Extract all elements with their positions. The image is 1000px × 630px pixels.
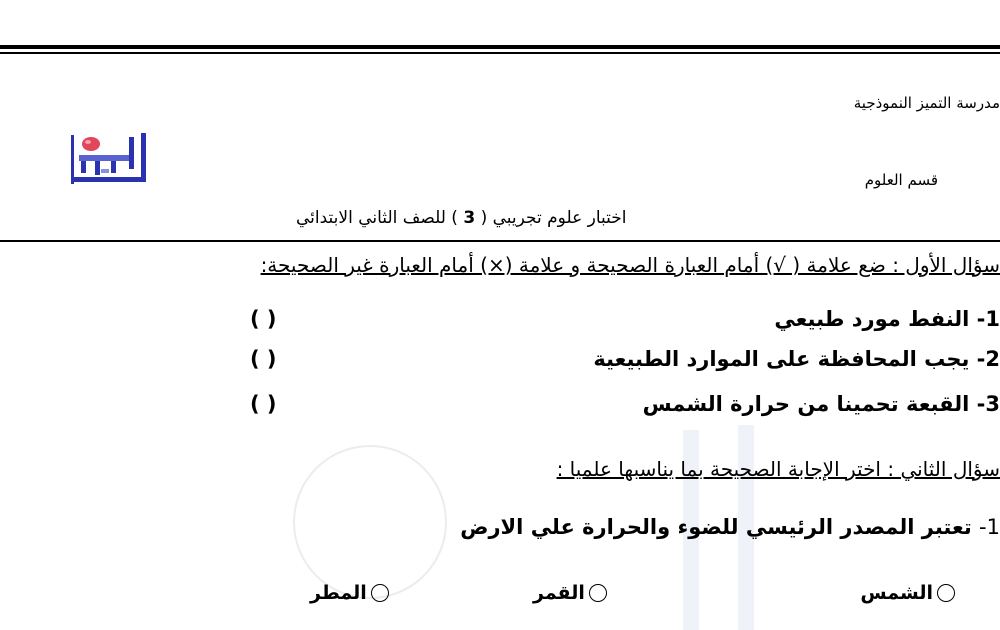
- section-rule: [0, 240, 1000, 242]
- question2-heading: سؤال الثاني : اختر الإجابة الصحيحة بما يناسبها علميا :: [556, 457, 1000, 481]
- exam-title-suffix: ) للصف الثاني الابتدائي: [296, 208, 464, 228]
- header-rule-thin: [0, 52, 1000, 54]
- true-false-item-1: 1- النفط مورد طبيعي: [774, 307, 1000, 331]
- radio-icon[interactable]: [589, 584, 607, 602]
- option-moon[interactable]: [533, 582, 607, 604]
- option-rain[interactable]: [310, 582, 389, 604]
- true-false-item-2: 2- يجب المحافظة على الموارد الطبيعية: [593, 347, 1000, 371]
- option-label: القمر: [533, 582, 585, 604]
- exam-number: 3: [463, 208, 476, 228]
- true-false-item-3: 3- القبعة تحمينا من حرارة الشمس: [642, 392, 1000, 416]
- header-rule-thick: [0, 45, 1000, 49]
- exam-title-prefix: اختبار علوم تجريبي (: [475, 208, 627, 228]
- department-name: قسم العلوم: [864, 171, 938, 189]
- watermark-circle: [293, 445, 447, 599]
- option-sun[interactable]: [860, 582, 955, 604]
- answer-box-2[interactable]: ( ): [250, 347, 277, 371]
- answer-box-3[interactable]: ( ): [250, 392, 277, 416]
- exam-title: [296, 208, 627, 228]
- radio-icon[interactable]: [371, 584, 389, 602]
- option-label: المطر: [310, 582, 367, 604]
- question1-heading: سؤال الأول : ضع علامة ( √) أمام العبارة الصحيحة و علامة (×) أمام العبارة غير الصحيحة:: [260, 253, 1000, 277]
- school-logo: [71, 133, 146, 184]
- mcq-number: 1-: [979, 515, 1000, 539]
- answer-box-1[interactable]: ( ): [250, 307, 277, 331]
- radio-icon[interactable]: [937, 584, 955, 602]
- option-label: الشمس: [860, 582, 933, 604]
- school-name: مدرسة التميز النموذجية: [853, 94, 1000, 112]
- mcq-question-1: [460, 515, 1000, 539]
- mcq-text: تعتبر المصدر الرئيسي للضوء والحرارة علي الارض: [460, 515, 972, 539]
